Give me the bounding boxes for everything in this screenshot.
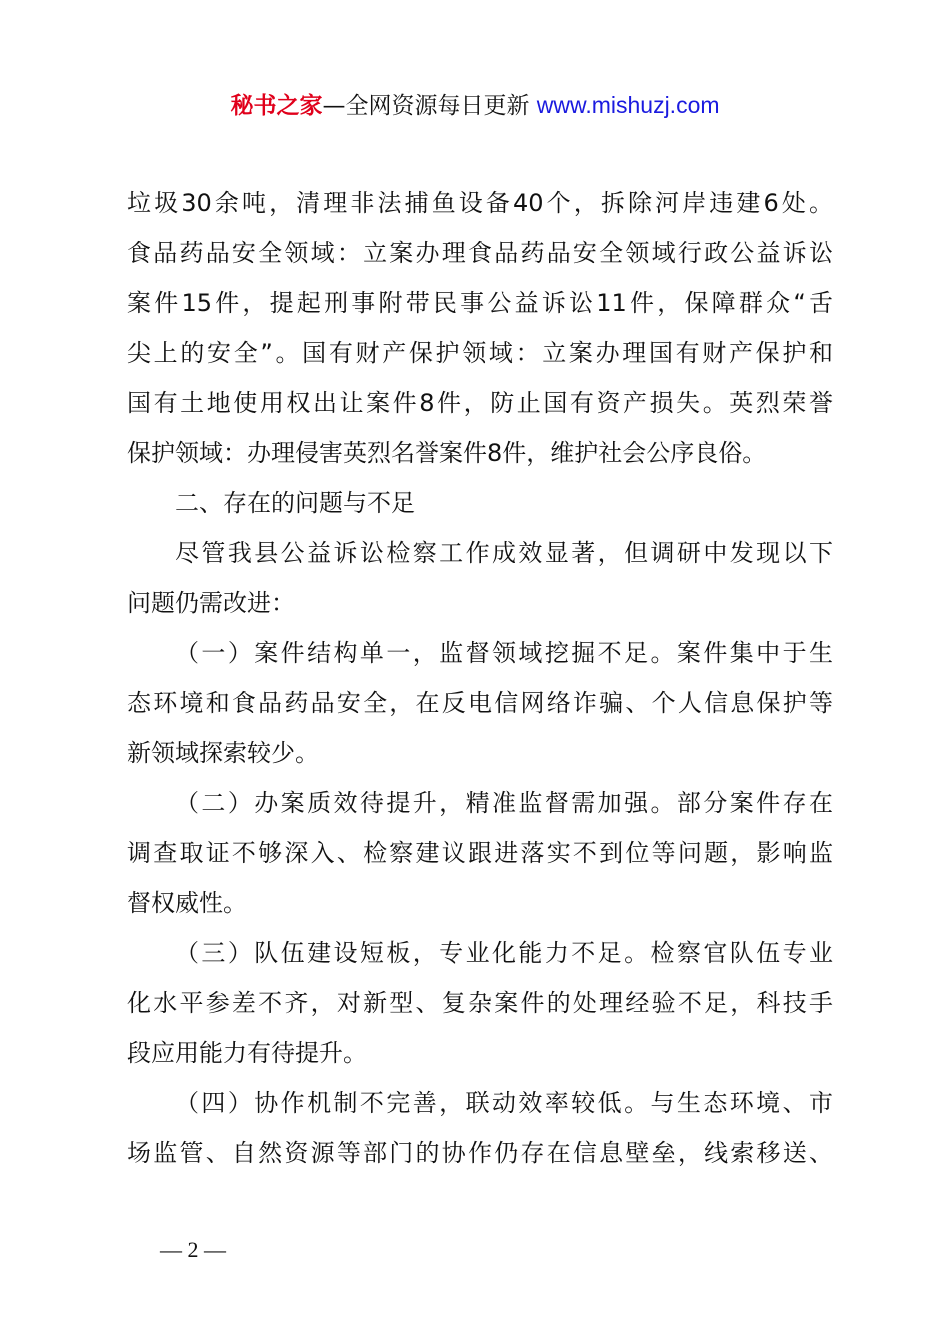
header-url-link[interactable]: www.mishuzj.com [536,92,720,118]
header-brand: 秘书之家 [230,93,323,119]
page-number: — 2 — [160,1237,226,1262]
text-line: 尽管我县公益诉讼检察工作成效显著，但调研中发现以下 [175,539,833,567]
text-line: 化水平参差不齐，对新型、复杂案件的处理经验不足，科技手 [127,989,833,1017]
text-line: 国有土地使用权出让案件8件，防止国有资产损失。英烈荣誉 [127,389,833,417]
text-line: 督权威性。 [127,889,247,917]
header-slogan: —全网资源每日更新 [322,93,530,119]
document-body [127,178,833,1178]
text-line: 案件15件，提起刑事附带民事公益诉讼11件，保障群众“舌 [127,289,833,317]
text-line: 保护领域：办理侵害英烈名誉案件8件，维护社会公序良俗。 [127,439,767,467]
section-heading: 二、存在的问题与不足 [175,489,415,517]
text-line: 垃圾30余吨，清理非法捕鱼设备40个，拆除河岸违建6处。 [127,189,833,217]
text-line: 调查取证不够深入、检察建议跟进落实不到位等问题，影响监 [127,839,833,867]
text-line: （一）案件结构单一，监督领域挖掘不足。案件集中于生 [175,639,833,667]
text-line: 场监管、自然资源等部门的协作仍存在信息壁垒，线索移送、 [127,1139,833,1167]
text-line: 问题仍需改进： [127,589,295,617]
text-line: 新领域探索较少。 [127,739,319,767]
text-line: 食品药品安全领域：立案办理食品药品安全领域行政公益诉讼 [127,239,833,267]
text-line: （二）办案质效待提升，精准监督需加强。部分案件存在 [175,789,833,817]
page-header [0,88,950,123]
text-line: 态环境和食品药品安全，在反电信网络诈骗、个人信息保护等 [127,689,833,717]
text-line: （三）队伍建设短板，专业化能力不足。检察官队伍专业 [175,939,833,967]
text-line: （四）协作机制不完善，联动效率较低。与生态环境、市 [175,1089,833,1117]
text-line: 段应用能力有待提升。 [127,1039,367,1067]
text-line: 尖上的安全”。国有财产保护领域：立案办理国有财产保护和 [127,339,833,367]
